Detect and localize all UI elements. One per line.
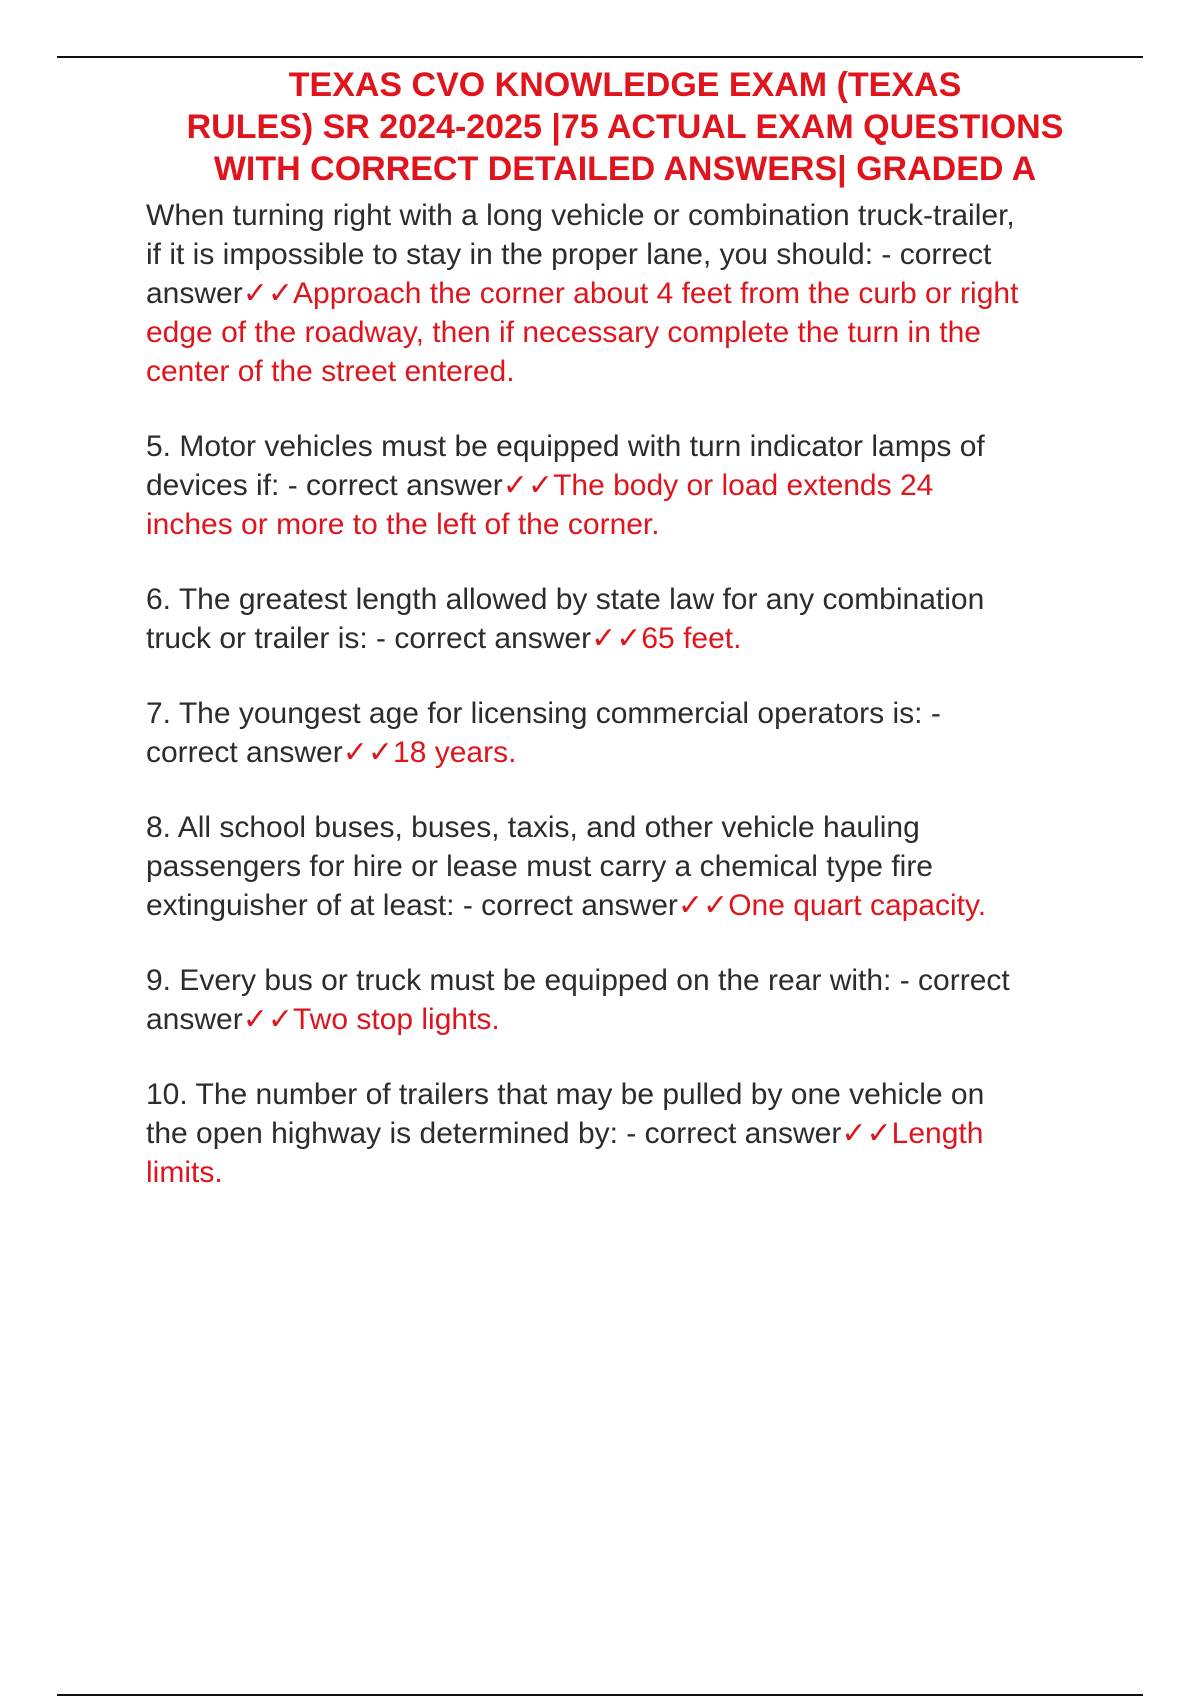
qa-item: [146, 580, 1146, 658]
question-line: When turning right with a long vehicle or combination truck-trailer,: [146, 199, 1015, 232]
answer-line: limits.: [146, 1156, 223, 1189]
question-line: answer: [146, 1003, 243, 1036]
double-check-icon: ✓✓: [342, 736, 394, 769]
question-line: answer: [146, 277, 243, 310]
question-line: 5. Motor vehicles must be equipped with turn indicator lamps of: [146, 430, 985, 463]
answer-text: One quart capacity.: [728, 889, 987, 922]
double-check-icon: ✓✓: [591, 622, 642, 655]
double-check-icon: ✓✓: [841, 1117, 892, 1150]
question-line: 9. Every bus or truck must be equipped on the rear with: - correct: [146, 964, 1010, 997]
answer-text: The body or load extends 24: [553, 469, 934, 502]
question-line: 7. The youngest age for licensing commercial operators is: -: [146, 697, 941, 730]
question-line: passengers for hire or lease must carry a chemical type fire: [146, 850, 933, 883]
question-line: 10. The number of trailers that may be pulled by one vehicle on: [146, 1078, 985, 1111]
bottom-rule: [57, 1694, 1143, 1696]
answer-text: Length: [891, 1117, 984, 1150]
question-line: truck or trailer is: - correct answer: [146, 622, 592, 655]
double-check-icon: ✓✓: [242, 277, 293, 310]
question-line: extinguisher of at least: - correct answer: [146, 889, 678, 922]
question-line: if it is impossible to stay in the proper lane, you should: - correct: [146, 238, 992, 271]
answer-text: Approach the corner about 4 feet from the curb or right: [293, 277, 1019, 310]
qa-item: [146, 427, 1146, 544]
answer-text: 65 feet.: [641, 622, 742, 655]
qa-item: [146, 196, 1146, 391]
answer-text: Two stop lights.: [293, 1003, 500, 1036]
answer-line: center of the street entered.: [146, 355, 515, 388]
qa-list: [146, 196, 1146, 1228]
qa-item: [146, 808, 1146, 925]
question-line: 6. The greatest length allowed by state law for any combination: [146, 583, 985, 616]
answer-line: edge of the roadway, then if necessary complete the turn in the: [146, 316, 981, 349]
question-line: devices if: - correct answer: [146, 469, 503, 502]
qa-item: [146, 1075, 1146, 1192]
title-line: RULES) SR 2024-2025 |75 ACTUAL EXAM QUESTIONS: [186, 108, 1064, 146]
answer-text: 18 years.: [393, 736, 517, 769]
question-line: correct answer: [146, 736, 343, 769]
double-check-icon: ✓✓: [242, 1003, 293, 1036]
title-line: TEXAS CVO KNOWLEDGE EXAM (TEXAS: [288, 66, 962, 104]
question-line: 8. All school buses, buses, taxis, and other vehicle hauling: [146, 811, 920, 844]
answer-line: inches or more to the left of the corner.: [146, 508, 660, 541]
double-check-icon: ✓✓: [502, 469, 554, 502]
qa-item: [146, 961, 1146, 1039]
qa-item: [146, 694, 1146, 772]
top-rule: [57, 56, 1143, 58]
double-check-icon: ✓✓: [677, 889, 729, 922]
document-title: [100, 64, 1150, 190]
question-line: the open highway is determined by: - correct answer: [146, 1117, 842, 1150]
title-line: WITH CORRECT DETAILED ANSWERS| GRADED A: [213, 150, 1037, 188]
